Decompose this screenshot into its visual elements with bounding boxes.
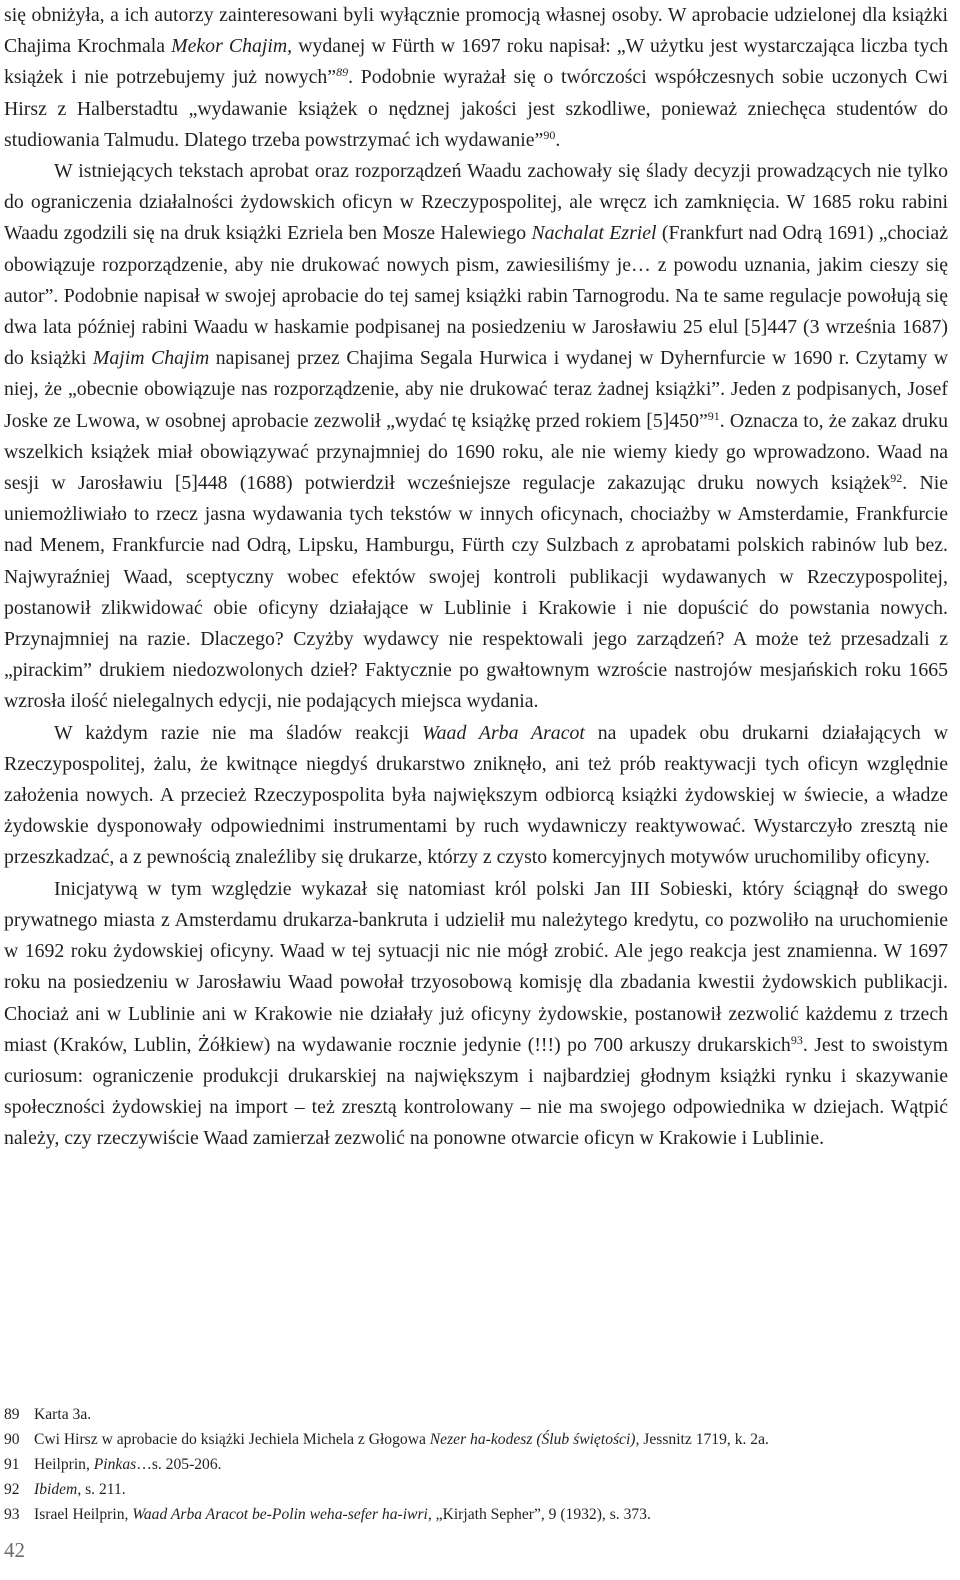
body-text bbox=[4, 0, 948, 1155]
italic-text: Nezer ha-kodesz (Ślub świętości), bbox=[429, 1431, 640, 1448]
text-run: …s. 205-206. bbox=[136, 1456, 222, 1473]
italic-text: Nachalat Ezriel bbox=[531, 222, 657, 245]
footnote bbox=[4, 1477, 948, 1502]
footnote bbox=[4, 1402, 948, 1427]
footnote-ref[interactable]: 92 bbox=[890, 470, 903, 485]
text-run: Jessnitz 1719, k. 2a. bbox=[639, 1431, 769, 1448]
footnote bbox=[4, 1452, 948, 1477]
text-run: . Oznacza to, że zakaz druku wszelkich książek miał obowiązywać przynajmniej do 1690 roku, ale nie wiemy kiedy go wprowadzono. Waad na sesji w Jarosławiu [5]448 (1688) potwierdził wcześniejsze regulacje zakazując druku nowych książek bbox=[4, 409, 948, 495]
footnote bbox=[4, 1427, 948, 1452]
text-run: Heilprin, bbox=[34, 1456, 94, 1473]
paragraph bbox=[4, 0, 948, 156]
text-run: Karta 3a. bbox=[34, 1406, 92, 1423]
text-run: W istniejących tekstach aprobat oraz rozporządzeń Waadu zachowały się ślady decyzji prowadzących nie tylko do ograniczenia działalności żydowskich oficyn w Rzeczypospolitej, ale wręcz ich zamknięcia. W 1685 roku rabini Waadu zgodzili się na druk książki Ezriela ben Mosze Halewiego bbox=[4, 160, 948, 245]
footnote-ref[interactable]: 89 bbox=[336, 65, 349, 80]
footnote-ref[interactable]: 93 bbox=[790, 1032, 803, 1047]
footnote-ref[interactable]: 90 bbox=[543, 127, 556, 142]
text-run: . Jest to swoistym curiosum: ograniczenie produkcji drukarskiej na największym i najbardziej głodnym książki rynku i skazywanie społeczności żydowskiej na import – też zresztą kontrolowany – nie ma swojego odpowiednika w dziejach. Wątpić należy, czy rzeczywiście Waad zamierzał zezwolić na ponowne otwarcie oficyn w Krakowie i Lublinie. bbox=[4, 1033, 948, 1150]
footnotes bbox=[4, 1402, 948, 1527]
text-run: , s. 211. bbox=[77, 1481, 126, 1498]
page-content bbox=[4, 0, 948, 1155]
paragraph bbox=[4, 874, 948, 1155]
footnote-number: 91 bbox=[4, 1456, 20, 1473]
text-run: się obniżyła, a ich autorzy zainteresowani byli wyłącznie promocją własnej osoby. W aprobacie udzielonej dla książki Chajima Krochmala bbox=[4, 4, 948, 58]
italic-text: Waad Arba Aracot be-Polin weha-sefer ha-iwri, bbox=[132, 1506, 432, 1523]
paragraph bbox=[4, 718, 948, 874]
italic-text: Mekor Chajim, bbox=[171, 35, 293, 58]
text-run: Inicjatywą w tym względzie wykazał się natomiast król polski Jan III Sobieski, który ściągnął do swego prywatnego miasta z Amsterdamu drukarza-bankruta i udzielił mu należytego kredytu, co pozwoliło na uruchomienie w 1692 roku żydowskiej oficyny. Waad w tej sytuacji nic nie mógł zrobić. Ale jego reakcja jest znamienna. W 1697 roku na posiedzeniu w Jarosławiu Waad powołał trzyosobową komisję dla zbadania kwestii żydowskich publikacji. Chociaż ani w Lublinie ani w Krakowie nie działały już oficyny żydowskie, postanowił zezwolić każdemu z trzech miast (Kraków, Lublin, Żółkiew) na wydawanie rocznie jedynie (!!!) po 700 arkuszy drukarskich bbox=[4, 877, 948, 1056]
text-run: napisanej przez Chajima Segala Hurwica i wydanej w Dyhernfurcie w 1690 r. Czytamy w niej, że „obecnie obowiązuje nas rozporządzenie, aby nie drukować teraz żadnej książki”. Jeden z podpisanych, Josef Joske ze Lwowa, w osobnej aprobacie zezwolił „wydać tę książkę przed rokiem [5]450” bbox=[4, 347, 949, 432]
text-run: Cwi Hirsz w aprobacie do książki Jechiela Michela z Głogowa bbox=[34, 1431, 430, 1448]
italic-text: Ibidem bbox=[34, 1481, 78, 1498]
footnote-ref[interactable]: 91 bbox=[707, 408, 720, 423]
text-run: . Nie uniemożliwiało to rzecz jasna wydawania tych tekstów w innych oficynach, chociażby w Amsterdamie, Frankfurcie nad Menem, Frankfurcie nad Odrą, Lipsku, Hamburgu, Fürth czy Sulzbach z aprobatami polskich rabinów lub bez. Najwyraźniej Waad, sceptyczny wobec efektów swojej kontroli publikacji wydawanych w Rzeczypospolitej, postanowił zlikwidować obie oficyny działające w Lublinie i Krakowie i nie dopuścić do powstania nowych. Przynajmniej na razie. Dlaczego? Czyżby wydawcy nie respektowali jego zarządzeń? A może też przesadzali z „pirackim” drukiem niedozwolonych dzieł? Faktycznie po gwałtownym wzroście nastrojów mesjańskich roku 1665 wzrosła ilość nielegalnych edycji, nie podających miejsca wydania. bbox=[4, 472, 948, 713]
page-number: 42 bbox=[4, 1538, 25, 1562]
text-run: W każdym razie nie ma śladów reakcji bbox=[54, 721, 422, 744]
footnote-number: 92 bbox=[4, 1481, 20, 1498]
text-run: Israel Heilprin, bbox=[34, 1506, 133, 1523]
italic-text: Waad Arba Aracot bbox=[422, 721, 585, 744]
italic-text: Pinkas bbox=[93, 1456, 137, 1473]
footnote-number: 90 bbox=[4, 1431, 20, 1448]
footnote-number: 89 bbox=[4, 1406, 20, 1423]
footnote bbox=[4, 1502, 948, 1527]
text-run: na upadek obu drukarni działających w Rzeczypospolitej, żalu, że kwitnące niegdyś drukarstwo zniknęło, ani też prób reaktywacji tych oficyn względnie założenia nowych. A przecież Rzeczypospolita była największym odbiorcą książki żydowskiej w świecie, a władze żydowskie dysponowały odpowiednimi instrumentami by ruch wydawniczy reaktywować. Wystarczyło zresztą nie przeszkadzać, a z pewnością znaleźliby się drukarze, którzy z czysto komercyjnych motywów uruchomiliby oficyny. bbox=[4, 721, 949, 869]
italic-text: Majim Chajim bbox=[92, 347, 210, 370]
text-run: . Podobnie wyrażał się o twórczości współczesnych sobie uczonych Cwi Hirsz z Halberstadtu „wydawanie książek o nędznej jakości jest szkodliwe, ponieważ zniechęca studentów do studiowania Talmudu. Dlatego trzeba powstrzymać ich wydawanie” bbox=[4, 66, 948, 151]
text-run: wydanej w Fürth w 1697 roku napisał: „W użytku jest wystarczająca liczba tych książek i nie potrzebujemy już nowych” bbox=[4, 35, 948, 89]
text-run: . bbox=[555, 128, 561, 151]
text-run: „Kirjath Sepher”, 9 (1932), s. 373. bbox=[431, 1506, 651, 1523]
paragraph bbox=[4, 156, 948, 718]
footnote-number: 93 bbox=[4, 1506, 20, 1523]
text-run: (Frankfurt nad Odrą 1691) „chociaż obowiązuje rozporządzenie, aby nie drukować nowych pism, zawiesiliśmy je… z powodu uznania, jakim cieszy się autor”. Podobnie napisał w swojej aprobacie do tej samej książki rabin Tarnogrodu. Na te same regulacje powołują się dwa lata później rabini Waadu w haskamie podpisanej na posiedzeniu w Jarosławiu 25 elul [5]447 (3 września 1687) do książki bbox=[4, 222, 948, 370]
